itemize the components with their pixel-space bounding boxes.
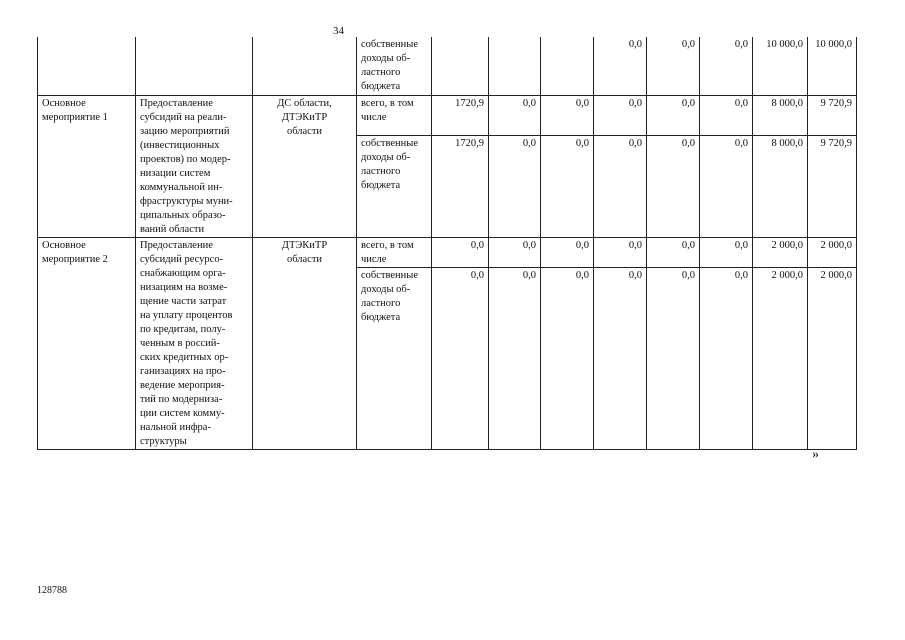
value-cell: 1720,9 [432,136,489,237]
value-cell: 0,0 [541,136,594,237]
value-cell: 0,0 [647,95,700,136]
value-cell: 10 000,0 [808,37,857,95]
closing-quote: » [812,447,819,462]
value-cell: 0,0 [647,136,700,237]
funding-source-cell: всего, в том числе [357,95,432,136]
funding-source-cell: собственные доходы об- ластного бюджета [357,268,432,449]
value-cell: 2 000,0 [753,237,808,268]
value-cell: 9 720,9 [808,95,857,136]
description-cell: Предоставление субсидий на реали- зацию мероприятий (инвестиционных проектов) по модер- низации систем коммунальной ин- фраструктуры муни- ципальных образо- ваний области [136,95,253,237]
value-cell: 0,0 [489,268,541,449]
value-cell: 0,0 [541,237,594,268]
table-row [38,95,857,136]
value-cell: 0,0 [541,95,594,136]
value-cell: 0,0 [489,237,541,268]
event-cell [38,37,136,95]
value-cell: 0,0 [700,237,753,268]
value-cell: 0,0 [489,95,541,136]
value-cell: 0,0 [594,268,647,449]
value-cell: 0,0 [594,95,647,136]
value-cell: 0,0 [594,136,647,237]
funding-source-cell: собственные доходы об- ластного бюджета [357,136,432,237]
value-cell: 0,0 [594,37,647,95]
funding-source-cell: собственные доходы об- ластного бюджета [357,37,432,95]
value-cell: 9 720,9 [808,136,857,237]
value-cell: 2 000,0 [808,268,857,449]
value-cell: 0,0 [647,268,700,449]
executor-cell: ДС области, ДТЭКиТР области [253,95,357,237]
value-cell: 2 000,0 [808,237,857,268]
value-cell: 0,0 [700,37,753,95]
event-cell: Основное мероприятие 1 [38,95,136,237]
value-cell: 0,0 [541,268,594,449]
description-cell [136,37,253,95]
value-cell: 8 000,0 [753,136,808,237]
table-row [38,37,857,95]
value-cell: 0,0 [594,237,647,268]
value-cell: 0,0 [700,136,753,237]
value-cell: 0,0 [432,268,489,449]
value-cell: 0,0 [647,37,700,95]
value-cell: 0,0 [489,136,541,237]
funding-source-cell: всего, в том числе [357,237,432,268]
table-row [38,237,857,268]
value-cell: 10 000,0 [753,37,808,95]
value-cell [489,37,541,95]
event-cell: Основное мероприятие 2 [38,237,136,449]
value-cell: 8 000,0 [753,95,808,136]
value-cell: 0,0 [647,237,700,268]
value-cell: 0,0 [432,237,489,268]
value-cell: 1720,9 [432,95,489,136]
footer-code: 128788 [37,585,67,596]
value-cell: 0,0 [700,268,753,449]
page-number: 34 [333,25,344,37]
description-cell: Предоставление субсидий ресурсо- снабжающим орга- низациям на возме- щение части затрат на уплату процентов по кредитам, полу- ченным в россий- ских кредитных ор- ганизациях на про- ведение мероприя- тий по модерниза- ции систем комму- нальной инфра- структуры [136,237,253,449]
value-cell: 2 000,0 [753,268,808,449]
value-cell: 0,0 [700,95,753,136]
value-cell [541,37,594,95]
budget-table [37,37,857,450]
value-cell [432,37,489,95]
executor-cell: ДТЭКиТР области [253,237,357,449]
executor-cell [253,37,357,95]
